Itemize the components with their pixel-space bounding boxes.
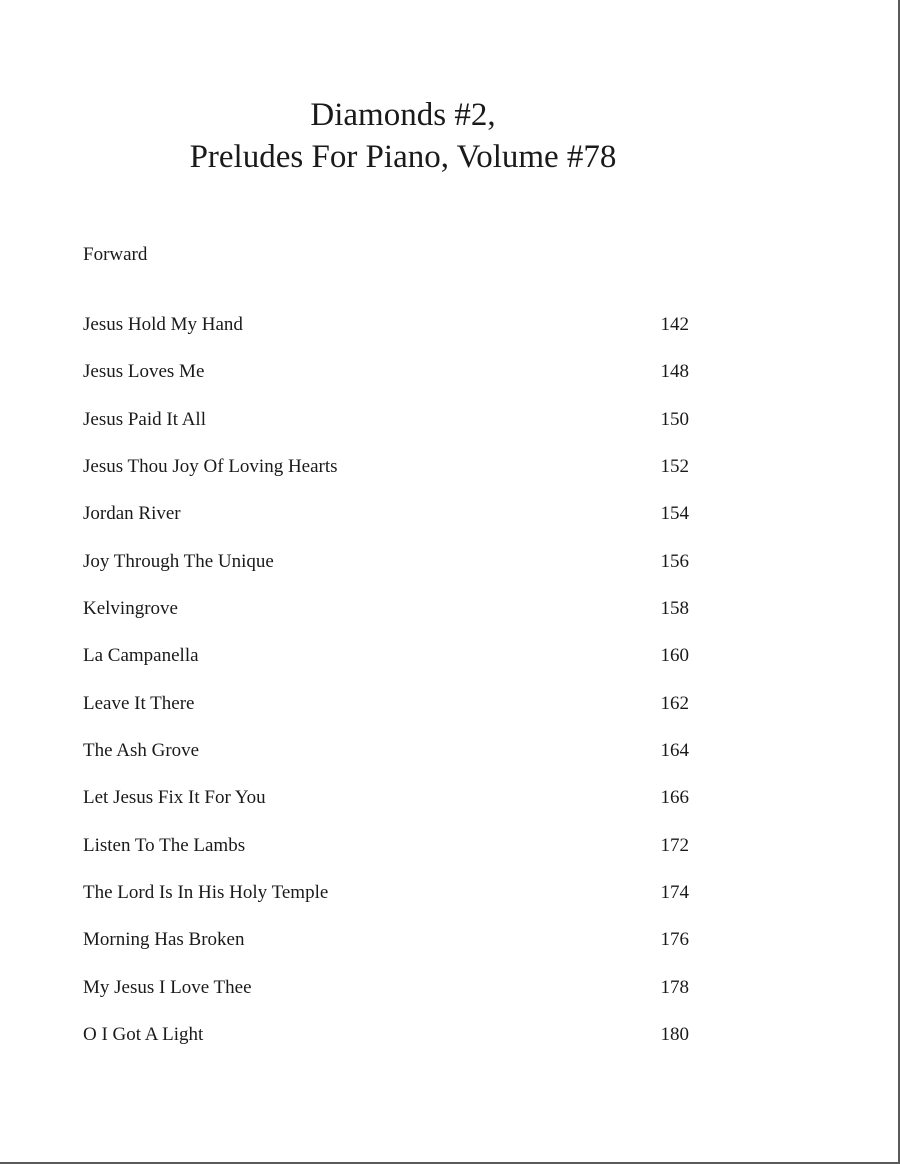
toc-entry [83,501,689,548]
toc-entry [83,785,689,832]
toc-entry-title: La Campanella [83,645,199,667]
toc-entry [83,738,689,785]
toc-entry [83,312,689,359]
toc-entry-page: 166 [660,787,689,809]
toc-entry-title: Let Jesus Fix It For You [83,787,266,809]
toc-entry [83,596,689,643]
toc-entry-page: 160 [660,645,689,667]
toc-entry-page: 180 [660,1023,689,1045]
toc-entry-title: Listen To The Lambs [83,834,246,856]
toc-entry-page: 162 [660,692,689,714]
toc-entry-title: Jordan River [83,503,181,525]
toc-entry-page: 154 [660,503,689,525]
toc-entry-title: Joy Through The Unique [83,550,274,572]
toc-entry-page: 174 [660,881,689,903]
toc-entry-title: Jesus Thou Joy Of Loving Hearts [83,455,338,477]
toc-entry-page: 172 [660,834,689,856]
toc-entry-page: 178 [660,976,689,998]
toc-entry [83,927,689,974]
title-line-1: Diamonds #2, [310,97,496,133]
toc-entry-page: 176 [660,929,689,951]
toc-entry-title: My Jesus I Love Thee [83,976,252,998]
toc-entry-page: 150 [660,408,689,430]
toc-entry-title: Leave It There [83,692,195,714]
page-title [0,94,806,178]
toc-entry [83,643,689,690]
toc-entry-title: Jesus Paid It All [83,408,206,430]
toc-entry-page: 164 [660,739,689,761]
toc-entry-page: 156 [660,550,689,572]
forward-label: Forward [83,244,148,265]
toc-entry [83,407,689,454]
toc-entry [83,454,689,501]
toc-entry-page: 158 [660,597,689,619]
toc-entry-page: 152 [660,455,689,477]
toc-entry [83,880,689,927]
toc-entry-title: Morning Has Broken [83,929,245,951]
title-line-2: Preludes For Piano, Volume #78 [189,139,617,175]
toc-entry-title: The Lord Is In His Holy Temple [83,881,329,903]
toc-entry [83,1022,689,1069]
toc-entry-title: O I Got A Light [83,1023,204,1045]
toc-entry [83,359,689,406]
toc-entry [83,975,689,1022]
toc-entry-title: Kelvingrove [83,597,178,619]
toc-entry-page: 148 [660,361,689,383]
table-of-contents [83,312,689,1069]
toc-entry-page: 142 [660,314,689,335]
toc-entry [83,691,689,738]
toc-entry-title: Jesus Loves Me [83,361,205,383]
toc-entry [83,549,689,596]
toc-entry [83,833,689,880]
toc-entry-title: The Ash Grove [83,739,200,761]
toc-entry-title: Jesus Hold My Hand [83,314,243,335]
